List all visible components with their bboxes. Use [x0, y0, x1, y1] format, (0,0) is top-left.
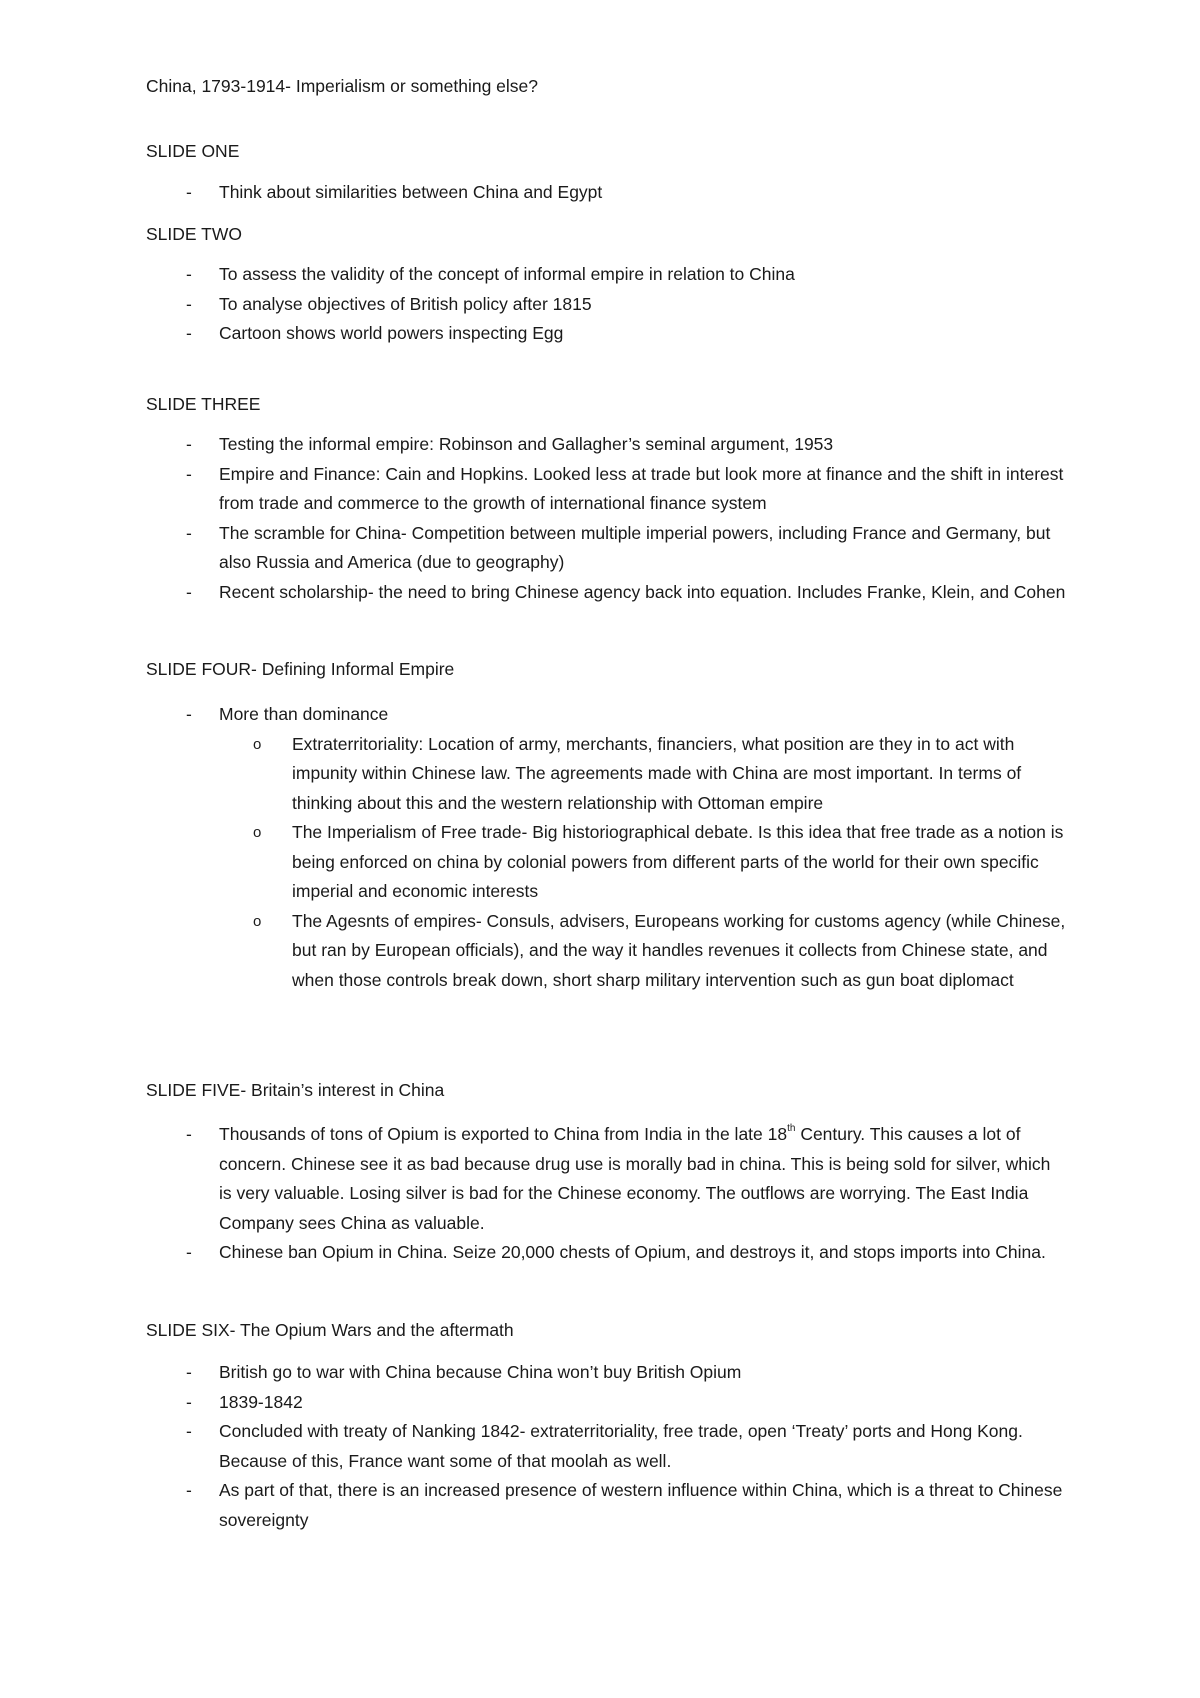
list-item: - Chinese ban Opium in China. Seize 20,000 chests of Opium, and destroys it, and stops imports into China. — [146, 1238, 1066, 1268]
slide-three-list — [146, 430, 1066, 607]
slide-four-heading: SLIDE FOUR- Defining Informal Empire — [146, 659, 455, 679]
dash-bullet: - — [186, 1421, 192, 1441]
document-title: China, 1793-1914- Imperialism or something else? — [146, 76, 539, 96]
slide-four-sublist — [219, 730, 1066, 996]
dash-bullet: - — [186, 323, 192, 343]
list-item: - More than dominance o Extraterritoriality: Location of army, merchants, financiers, what position are they in to act with impunity within Chinese law. The agreements made with China are most important. In terms of thinking about this and the western relationship with Ottoman empire o The Imperialism of Free trade- Big historiographical debate. Is this idea that free trade as a notion is being enforced on china by colonial powers from different parts of the world for their own specific imperial and economic interests o The Agesnts of empires- Consuls, advisers, Europeans working for customs agency (while Chinese, but ran by European officials), and the way it handles revenues it collects from Chinese state, and when those controls break down, short sharp military intervention such as gun boat diplomact — [146, 700, 1066, 995]
list-item: - Cartoon shows world powers inspecting Egg — [146, 319, 1066, 349]
ordinal-superscript: th — [787, 1123, 796, 1135]
list-item: - Thousands of tons of Opium is exported to China from India in the late 18th Century. This causes a lot of concern. Chinese see it as bad because drug use is morally bad in china. This is being sold for silver, which is very valuable. Losing silver is bad for the Chinese economy. The outflows are worrying. The East India Company sees China as valuable. — [146, 1120, 1066, 1238]
dash-bullet: - — [186, 581, 192, 602]
slide-six-heading: SLIDE SIX- The Opium Wars and the aftermath — [146, 1320, 514, 1340]
slide-one-list — [146, 178, 1066, 208]
list-item: - British go to war with China because China won’t buy British Opium — [146, 1358, 1066, 1388]
dash-bullet: - — [186, 463, 192, 484]
slide-two-list — [146, 260, 1066, 349]
dash-bullet: - — [186, 704, 192, 724]
list-item: - 1839-1842 — [146, 1388, 1066, 1418]
slide-six-list — [146, 1358, 1066, 1535]
dash-bullet: - — [186, 1391, 192, 1412]
circle-bullet: o — [253, 912, 262, 930]
slide-two-heading: SLIDE TWO — [146, 224, 242, 244]
slide-five-list — [146, 1120, 1066, 1268]
dash-bullet: - — [186, 293, 192, 314]
dash-bullet: - — [186, 1242, 192, 1262]
list-item: - To assess the validity of the concept of informal empire in relation to China — [146, 260, 1066, 290]
list-item: - To analyse objectives of British policy after 1815 — [146, 290, 1066, 320]
list-item: - Think about similarities between China and Egypt — [146, 178, 1066, 208]
list-item: - The scramble for China- Competition between multiple imperial powers, including France and Germany, but also Russia and America (due to geography) — [146, 519, 1066, 578]
list-item: - Recent scholarship- the need to bring Chinese agency back into equation. Includes Franke, Klein, and Cohen — [146, 578, 1066, 608]
circle-bullet: o — [253, 824, 262, 841]
dash-bullet: - — [186, 522, 192, 543]
slide-three-heading: SLIDE THREE — [146, 394, 261, 414]
sub-list-item: o The Agesnts of empires- Consuls, advisers, Europeans working for customs agency (while Chinese, but ran by European officials), and the way it handles revenues it collects from Chinese state, and when those controls break down, short sharp military intervention such as gun boat diplomact — [219, 907, 1066, 996]
dash-bullet: - — [186, 182, 192, 202]
list-item: - Concluded with treaty of Nanking 1842- extraterritoriality, free trade, open ‘Treaty’ ports and Hong Kong. Because of this, France want some of that moolah as well. — [146, 1417, 1066, 1476]
slide-four-list — [146, 700, 1066, 995]
list-item: - Testing the informal empire: Robinson and Gallagher’s seminal argument, 1953 — [146, 430, 1066, 460]
sub-list-item: o The Imperialism of Free trade- Big historiographical debate. Is this idea that free trade as a notion is being enforced on china by colonial powers from different parts of the world for their own specific imperial and economic interests — [219, 818, 1066, 907]
list-item: - As part of that, there is an increased presence of western influence within China, which is a threat to Chinese sovereignty — [146, 1476, 1066, 1535]
sub-list-item: o Extraterritoriality: Location of army, merchants, financiers, what position are they in to act with impunity within Chinese law. The agreements made with China are most important. In terms of thinking about this and the western relationship with Ottoman empire — [219, 730, 1066, 819]
dash-bullet: - — [186, 264, 192, 284]
circle-bullet: o — [253, 735, 262, 753]
dash-bullet: - — [186, 1480, 192, 1500]
slide-five-heading: SLIDE FIVE- Britain’s interest in China — [146, 1080, 445, 1100]
slide-one-heading: SLIDE ONE — [146, 141, 240, 161]
list-item: - Empire and Finance: Cain and Hopkins. Looked less at trade but look more at finance and the shift in interest from trade and commerce to the growth of international finance system — [146, 460, 1066, 519]
dash-bullet: - — [186, 434, 192, 454]
dash-bullet: - — [186, 1124, 192, 1144]
dash-bullet: - — [186, 1362, 192, 1382]
